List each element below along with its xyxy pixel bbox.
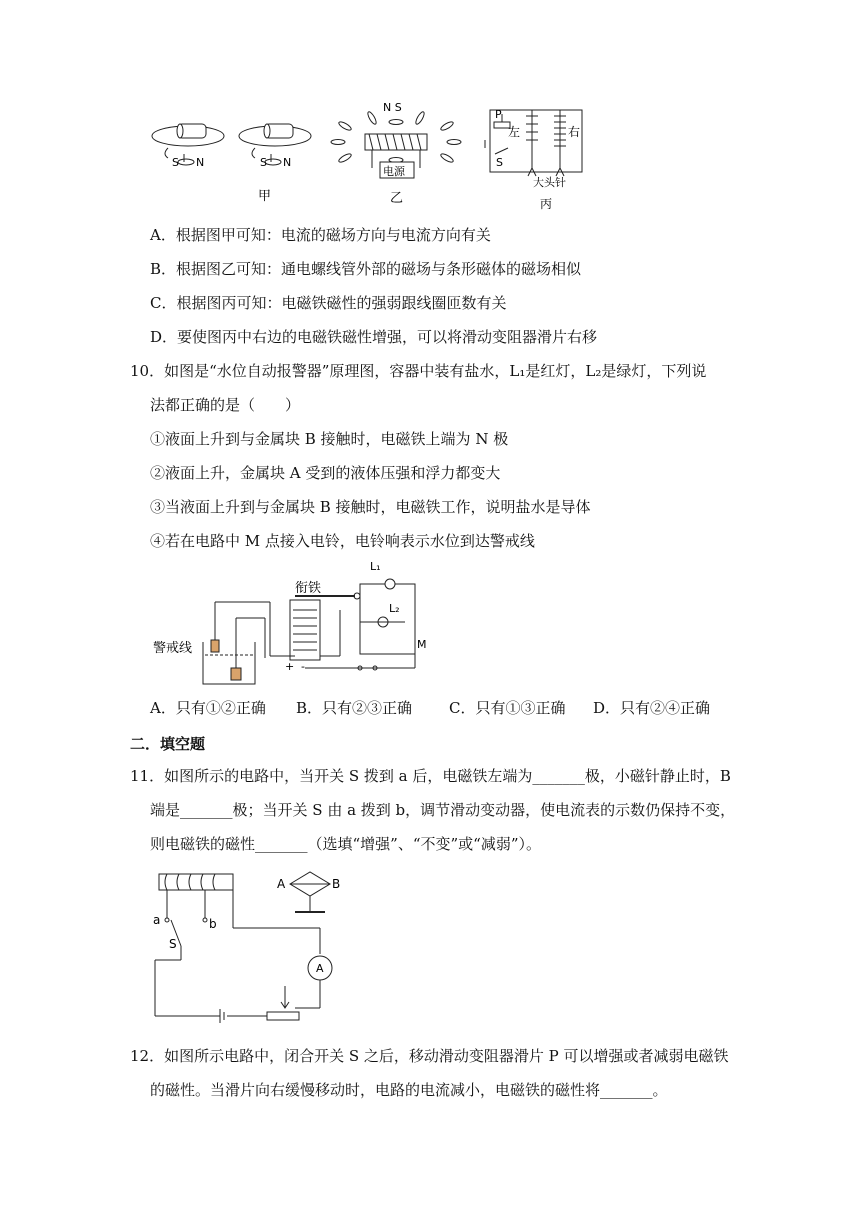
switch-b-label: b: [209, 917, 217, 931]
q9-option-c: C．根据图丙可知：电磁铁磁性的强弱跟线圈匝数有关: [150, 294, 507, 312]
needle-a-label: A: [277, 877, 286, 891]
jia-left-s: S: [172, 156, 179, 169]
l2-label: L₂: [389, 602, 400, 615]
bing-p: P: [495, 108, 502, 121]
q10-option-b: B．只有②③正确: [296, 699, 413, 717]
q12-line2: 的磁性。当滑片向右缓慢移动时，电路的电流减小，电磁铁的磁性将_______。: [150, 1081, 668, 1099]
section-heading: 二．填空题: [130, 735, 206, 753]
yi-diagram: [331, 101, 461, 178]
jia-left-diagram: [152, 124, 224, 169]
plus-label: +: [285, 660, 295, 673]
armature-label: 衔铁: [295, 581, 322, 596]
jia-right-s: S: [260, 156, 267, 169]
switch-a-label: a: [153, 913, 161, 927]
m-label: M: [417, 638, 427, 651]
q11-line1: 11．如图所示的电路中，当开关 S 拨到 a 后，电磁铁左端为_______极，小磁针静止时，B: [130, 767, 731, 785]
warning-line-label: 警戒线: [153, 641, 193, 656]
jia-right-diagram: [239, 124, 311, 169]
q9-option-d: D．要使图丙中右边的电磁铁磁性增强，可以将滑动变阻器滑片右移: [150, 328, 598, 346]
jia-label: 甲: [258, 189, 272, 204]
switch-s-label: S: [169, 937, 177, 951]
q10-option-c: C．只有①③正确: [449, 699, 566, 717]
q10-stem-line1: 10．如图是“水位自动报警器”原理图，容器中装有盐水，L₁是红灯，L₂是绿灯，下列说: [130, 362, 707, 380]
q10-option-a: A．只有①②正确: [150, 699, 266, 717]
q9-option-b: B．根据图乙可知：通电螺线管外部的磁场与条形磁体的磁场相似: [150, 260, 582, 278]
q12-line1: 12．如图所示电路中，闭合开关 S 之后，移动滑动变阻器滑片 P 可以增强或者减弱电磁铁: [130, 1047, 729, 1065]
q10-figure: [145, 560, 445, 690]
q10-option-d: D．只有②④正确: [593, 699, 711, 717]
q11-figure: [145, 868, 345, 1028]
jia-left-n: N: [196, 156, 205, 169]
bing-right: 右: [568, 125, 581, 139]
needle-b-label: B: [332, 877, 341, 891]
bing-pins: 大头针: [533, 176, 566, 189]
q10-item-2: ②液面上升，金属块 A 受到的液体压强和浮力都变大: [150, 464, 501, 482]
q10-item-3: ③当液面上升到与金属块 B 接触时，电磁铁工作，说明盐水是导体: [150, 498, 591, 516]
bing-label: 丙: [540, 197, 553, 211]
q9-option-a: A．根据图甲可知：电流的磁场方向与电流方向有关: [150, 226, 491, 244]
l1-label: L₁: [370, 560, 381, 573]
bing-s: S: [496, 156, 503, 169]
q9-figure: [140, 96, 610, 221]
q10-stem-line2: 法都正确的是（ ）: [150, 396, 301, 414]
yi-label: 乙: [390, 191, 404, 206]
q10-item-4: ④若在电路中 M 点接入电铃，电铃响表示水位到达警戒线: [150, 532, 535, 550]
ammeter-label: A: [316, 962, 324, 975]
yi-ns: N S: [383, 101, 402, 114]
jia-right-n: N: [283, 156, 292, 169]
q11-line2: 端是_______极；当开关 S 由 a 拨到 b，调节滑动变动器，使电流表的示数仍保持不变，: [150, 801, 736, 819]
q11-line3: 则电磁铁的磁性_______（选填“增强”、“不变”或“减弱”）。: [150, 835, 542, 853]
q10-item-1: ①液面上升到与金属块 B 接触时，电磁铁上端为 N 极: [150, 430, 509, 448]
yi-power: 电源: [383, 165, 405, 178]
minus-label: -: [301, 660, 305, 673]
bing-left: 左: [508, 125, 521, 139]
